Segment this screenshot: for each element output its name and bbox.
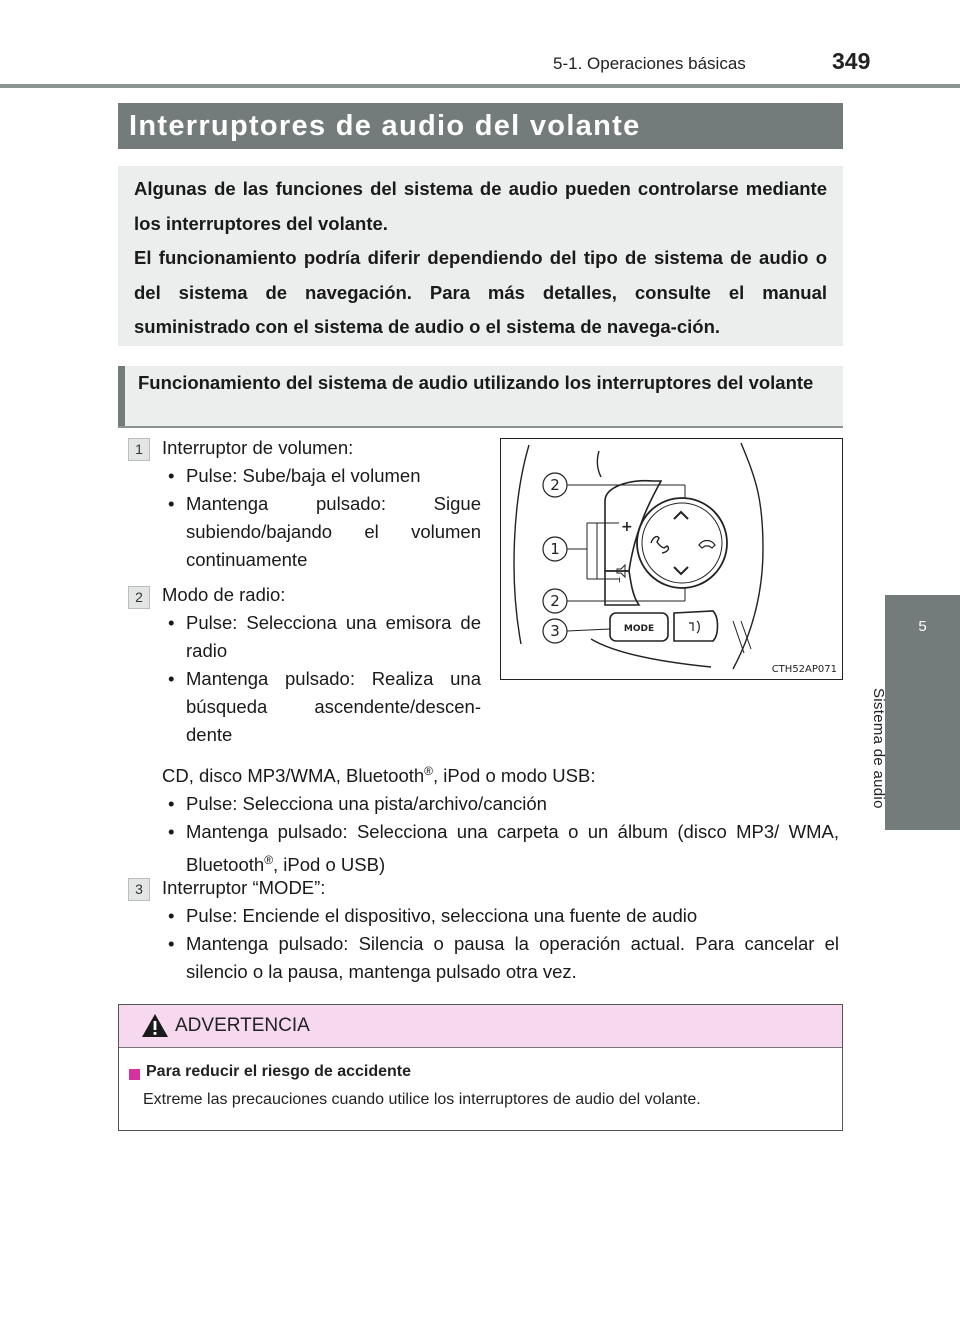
- item-volume: [162, 434, 481, 574]
- item-bullet: • Mantenga pulsado: Realiza una búsqueda ascendente/descen-dente: [162, 665, 481, 749]
- side-tab-label: Sistema de audio: [870, 688, 887, 809]
- intro-line-1: Algunas de las funciones del sistema de audio pueden controlarse mediante los interruptores del volante.: [134, 178, 827, 234]
- item-radio: [162, 581, 481, 749]
- subsection-accent: [118, 366, 125, 426]
- callout-label: 3: [550, 622, 560, 640]
- intro-line-2: El funcionamiento podría diferir dependiendo del tipo de sistema de audio o del sistema de navegación. Para más detalles, consulte el manual suministrado con el sistema de audio o el sistema de navega-ción.: [134, 247, 827, 337]
- item-title: Interruptor de volumen:: [162, 437, 354, 458]
- side-tab-number: 5: [918, 618, 927, 635]
- item-mode: [162, 874, 839, 986]
- cd-mode-bullet: • Pulse: Selecciona una pista/archivo/canción: [162, 790, 839, 818]
- cd-mode-title: CD, disco MP3/WMA, Bluetooth®, iPod o modo USB:: [162, 764, 596, 787]
- cd-mode-bullet: • Mantenga pulsado: Selecciona una carpeta o un álbum (disco MP3/ WMA, Bluetooth®, iPod o USB): [162, 818, 839, 879]
- item-bullet: • Mantenga pulsado: Sigue subiendo/bajando el volumen continuamente: [162, 490, 481, 574]
- warning-bullet-square: [129, 1069, 140, 1080]
- header-rule: [0, 84, 960, 88]
- intro-box: [118, 166, 843, 346]
- item-bullet: • Mantenga pulsado: Silencia o pausa la operación actual. Para cancelar el silencio o la pausa, mantenga pulsado otra vez.: [162, 930, 839, 986]
- subsection-title: Funcionamiento del sistema de audio utilizando los interruptores del volante: [138, 372, 814, 393]
- item-title: Interruptor “MODE”:: [162, 877, 326, 898]
- item-bullet: • Pulse: Enciende el dispositivo, selecciona una fuente de audio: [162, 902, 839, 930]
- side-tab-label-wrap: [870, 688, 936, 878]
- page-title: Interruptores de audio del volante: [129, 110, 641, 142]
- warning-text: Extreme las precauciones cuando utilice los interruptores de audio del volante.: [143, 1091, 701, 1108]
- callout-label: 1: [550, 540, 560, 558]
- figure-code: CTH52AP071: [771, 664, 837, 675]
- title-bar: [118, 103, 843, 149]
- steering-switch-figure: [500, 438, 843, 680]
- subsection-rule: [118, 426, 843, 428]
- item-bullet: • Pulse: Sube/baja el volumen: [162, 462, 481, 490]
- warning-box: [118, 1004, 843, 1131]
- mode-button-label: MODE: [623, 624, 655, 634]
- volume-plus-glyph: +: [621, 519, 633, 535]
- warning-triangle-icon: [141, 1013, 169, 1038]
- warning-subtitle: Para reducir el riesgo de accidente: [146, 1063, 412, 1080]
- page-number: 349: [832, 48, 871, 74]
- header-section-title: 5-1. Operaciones básicas: [553, 54, 746, 73]
- subsection-box: [118, 366, 843, 426]
- item-number-badge: 2: [128, 586, 150, 609]
- voice-icon: [689, 621, 699, 633]
- warning-header: [119, 1005, 842, 1048]
- item-number-badge: 3: [128, 878, 150, 901]
- warning-title: ADVERTENCIA: [175, 1015, 310, 1036]
- cd-mode-block: [162, 757, 839, 879]
- callout-label: 2: [550, 592, 560, 610]
- item-title: Modo de radio:: [162, 584, 286, 605]
- item-number-badge: 1: [128, 438, 150, 461]
- item-bullet: • Pulse: Selecciona una emisora de radio: [162, 609, 481, 665]
- volume-minus-glyph: –: [612, 577, 626, 583]
- callout-label: 2: [550, 476, 560, 494]
- steering-switch-illustration: [501, 439, 842, 679]
